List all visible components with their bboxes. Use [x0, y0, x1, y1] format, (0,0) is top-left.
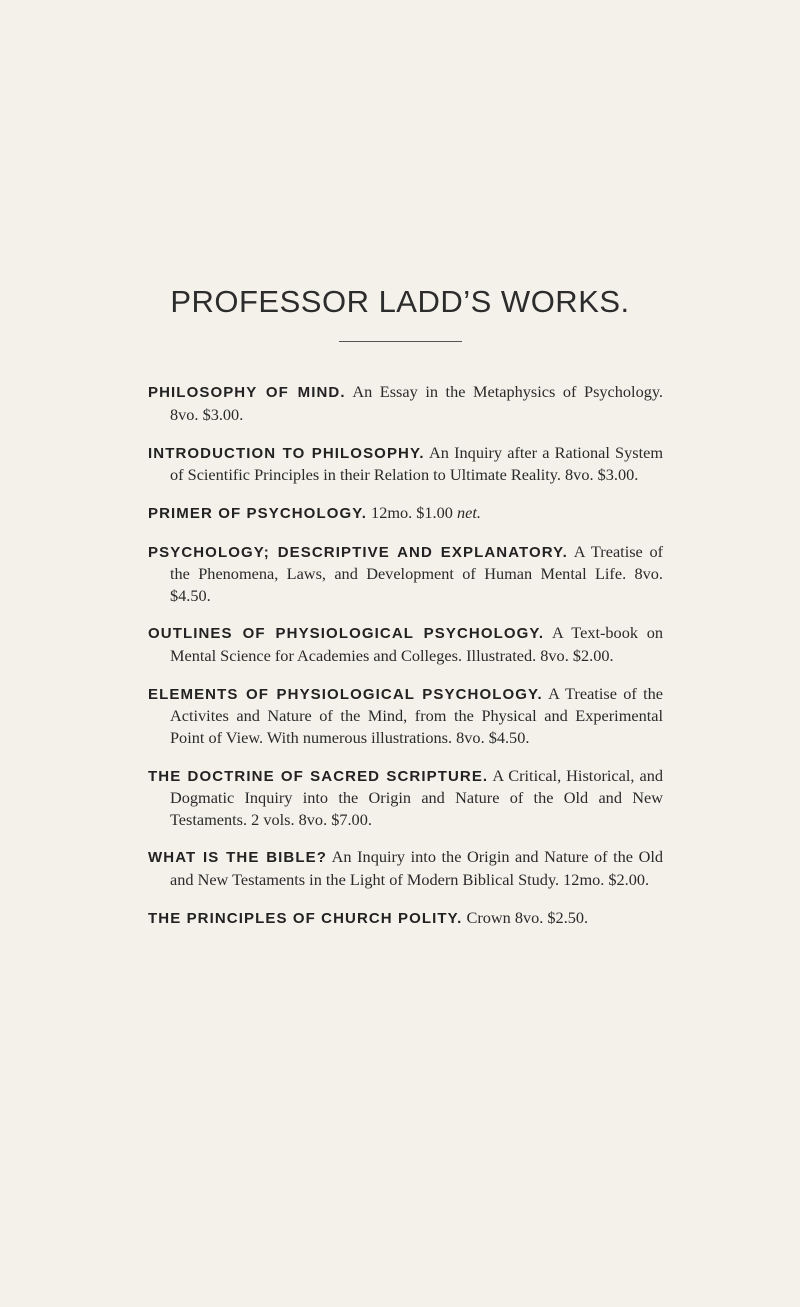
book-title: THE PRINCIPLES OF CHURCH POLITY. — [148, 909, 463, 927]
list-item — [148, 502, 663, 525]
list-item — [148, 846, 663, 890]
book-description: A Critical, Historical, and Dogmatic Inquiry into the Origin and Nature of the Old and New Testaments. 2 vols. 8vo. $7.00. — [170, 765, 663, 829]
title-rule — [339, 341, 462, 342]
book-description: A Treatise of the Activites and Nature of the Mind, from the Physical and Experimental Point of View. With numerous illustrations. 8vo. $4.50. — [170, 683, 664, 747]
list-item — [148, 622, 663, 666]
book-description: An Inquiry after a Rational System of Scientific Principles in their Relation to Ultimate Reality. 8vo. $3.00. — [170, 442, 663, 485]
book-description: 12mo. $1.00 — [371, 502, 453, 522]
book-description: An Inquiry into the Origin and Nature of the Old and New Testaments in the Light of Modern Biblical Study. 12mo. $2.00. — [170, 847, 663, 889]
book-description: A Text-book on Mental Science for Academies and Colleges. Illustrated. 8vo. $2.00. — [170, 623, 663, 665]
list-item — [148, 541, 663, 607]
book-description: An Essay in the Metaphysics of Psychology. 8vo. $3.00. — [170, 382, 664, 424]
book-list — [148, 365, 663, 933]
list-item — [148, 907, 663, 930]
list-item — [148, 765, 663, 831]
list-item — [148, 381, 663, 425]
book-title: PRIMER OF PSYCHOLOGY. — [148, 504, 367, 522]
book-title: OUTLINES OF PHYSIOLOGICAL PSYCHOLOGY. — [148, 625, 545, 643]
book-description: Crown 8vo. $2.50. — [466, 907, 589, 927]
book-description: A Treatise of the Phenomena, Laws, and Development of Human Mental Life. 8vo. $4.50. — [170, 541, 664, 605]
page-title: PROFESSOR LADD’S WORKS. — [170, 284, 630, 319]
list-item — [148, 442, 663, 486]
book-title: INTRODUCTION TO PHILOSOPHY. — [148, 444, 425, 462]
book-title: WHAT IS THE BIBLE? — [148, 849, 327, 867]
book-title: ELEMENTS OF PHYSIOLOGICAL PSYCHOLOGY. — [148, 685, 543, 703]
net-label: net. — [457, 502, 481, 522]
book-title: PSYCHOLOGY; DESCRIPTIVE AND EXPLANATORY. — [148, 543, 568, 561]
book-title: PHILOSOPHY OF MIND. — [148, 384, 346, 402]
list-item — [148, 683, 663, 749]
book-title: THE DOCTRINE OF SACRED SCRIPTURE. — [148, 767, 489, 785]
